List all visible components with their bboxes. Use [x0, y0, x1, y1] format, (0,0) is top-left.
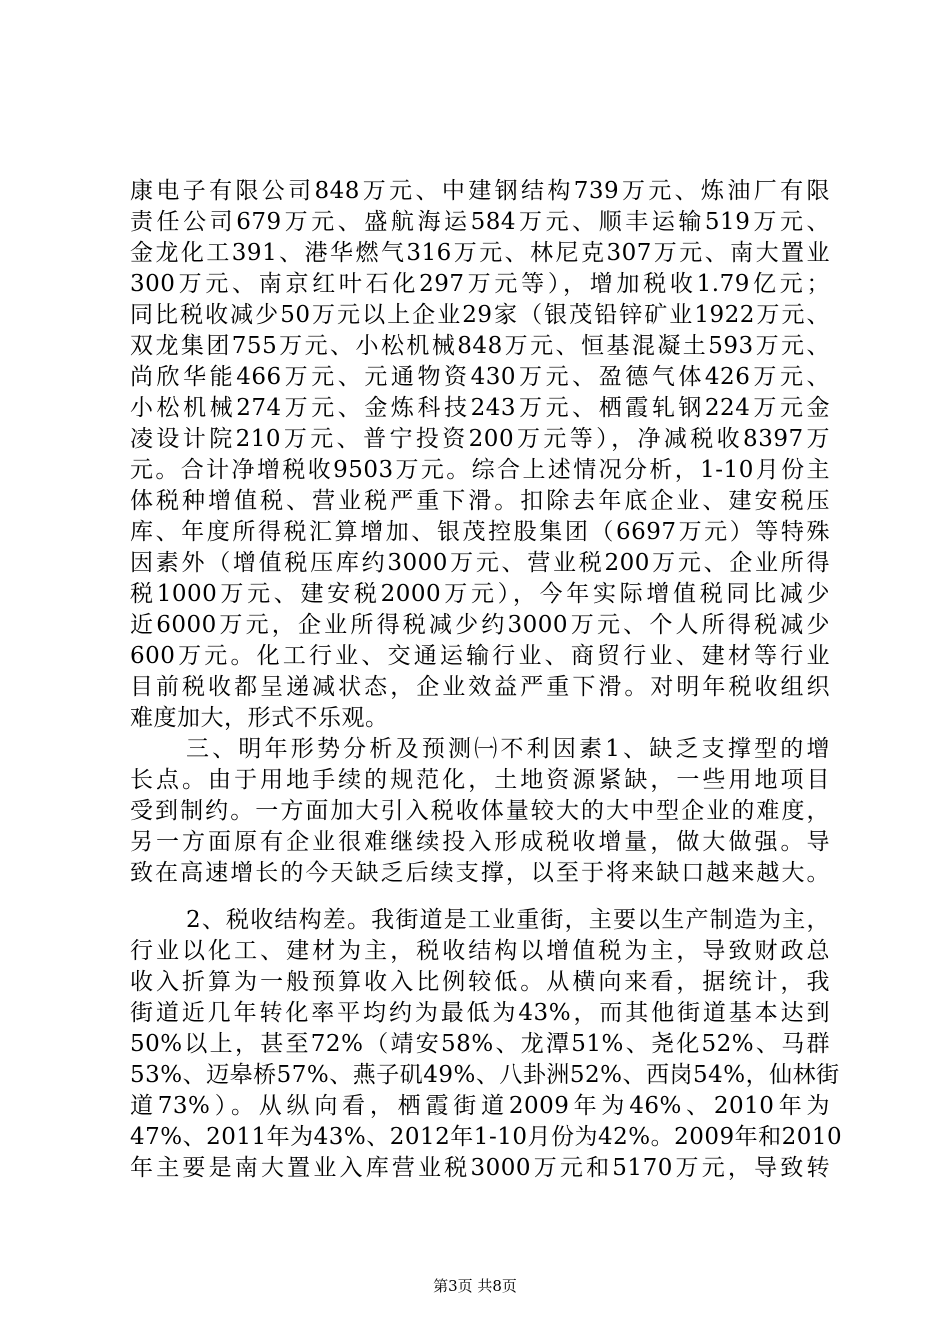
text-line: 近6000万元，企业所得税减少约3000万元、个人所得税减少 — [130, 612, 830, 638]
text-line: 金龙化工391、港华燃气316万元、林尼克307万元、南大置业 — [130, 240, 830, 266]
text-line: 53%、迈皋桥57%、燕子矶49%、八卦洲52%、西岗54%，仙林街 — [130, 1062, 840, 1088]
text-line: 47%、2011年为43%、2012年1-10月份为42%。2009年和2010 — [130, 1124, 843, 1150]
text-line: 双龙集团755万元、小松机械848万元、恒基混凝土593万元、 — [130, 333, 830, 359]
text-line: 税1000万元、建安税2000万元），今年实际增值税同比减少 — [130, 581, 830, 607]
text-line: 难度加大，形式不乐观。 — [130, 705, 389, 731]
text-line: 凌设计院210万元、普宁投资200万元等），净减税收8397万 — [130, 426, 830, 452]
text-line: 同比税收减少50万元以上企业29家（银茂铅锌矿业1922万元、 — [130, 302, 830, 328]
text-line: 康电子有限公司848万元、中建钢结构739万元、炼油厂有限 — [130, 178, 830, 204]
text-line: 小松机械274万元、金炼科技243万元、栖霞轧钢224万元金 — [130, 395, 830, 421]
text-line: 库、年度所得税汇算增加、银茂控股集团（6697万元）等特殊 — [130, 519, 830, 545]
text-line: 尚欣华能466万元、元通物资430万元、盈德气体426万元、 — [130, 364, 830, 390]
text-line: 年主要是南大置业入库营业税3000万元和5170万元，导致转 — [130, 1155, 830, 1181]
text-line: 另一方面原有企业很难继续投入形成税收增量，做大做强。导 — [130, 829, 830, 855]
text-line: 致在高速增长的今天缺乏后续支撑，以至于将来缺口越来越大。 — [130, 860, 830, 886]
text-line: 600万元。化工行业、交通运输行业、商贸行业、建材等行业 — [130, 643, 830, 669]
text-line: 2、税收结构差。我街道是工业重街，主要以生产制造为主， — [186, 907, 830, 933]
text-line: 受到制约。一方面加大引入税收体量较大的大中型企业的难度， — [130, 798, 830, 824]
text-line: 责任公司679万元、盛航海运584万元、顺丰运输519万元、 — [130, 209, 830, 235]
text-line: 体税种增值税、营业税严重下滑。扣除去年底企业、建安税压 — [130, 488, 830, 514]
text-line: 长点。由于用地手续的规范化，土地资源紧缺，一些用地项目 — [130, 767, 830, 793]
page-number: 第3页 共8页 — [433, 1277, 517, 1295]
text-line: 300万元、南京红叶石化297万元等），增加税收1.79亿元； — [130, 271, 830, 297]
text-line: 50%以上，甚至72%（靖安58%、龙潭51%、尧化52%、马群 — [130, 1031, 830, 1057]
text-line: 道73%）。从纵向看，栖霞街道2009年为46%、2010年为 — [130, 1093, 830, 1119]
text-line: 收入折算为一般预算收入比例较低。从横向来看，据统计，我 — [130, 969, 830, 995]
text-line: 因素外（增值税压库约3000万元、营业税200万元、企业所得 — [130, 550, 830, 576]
text-line: 街道近几年转化率平均约为最低为43%，而其他街道基本达到 — [130, 1000, 830, 1026]
text-line: 三、明年形势分析及预测㈠不利因素1、缺乏支撑型的增 — [186, 736, 830, 762]
text-line: 行业以化工、建材为主，税收结构以增值税为主，导致财政总 — [130, 938, 830, 964]
text-line: 目前税收都呈递减状态，企业效益严重下滑。对明年税收组织 — [130, 674, 830, 700]
text-line: 元。合计净增税收9503万元。综合上述情况分析，1-10月份主 — [130, 457, 830, 483]
